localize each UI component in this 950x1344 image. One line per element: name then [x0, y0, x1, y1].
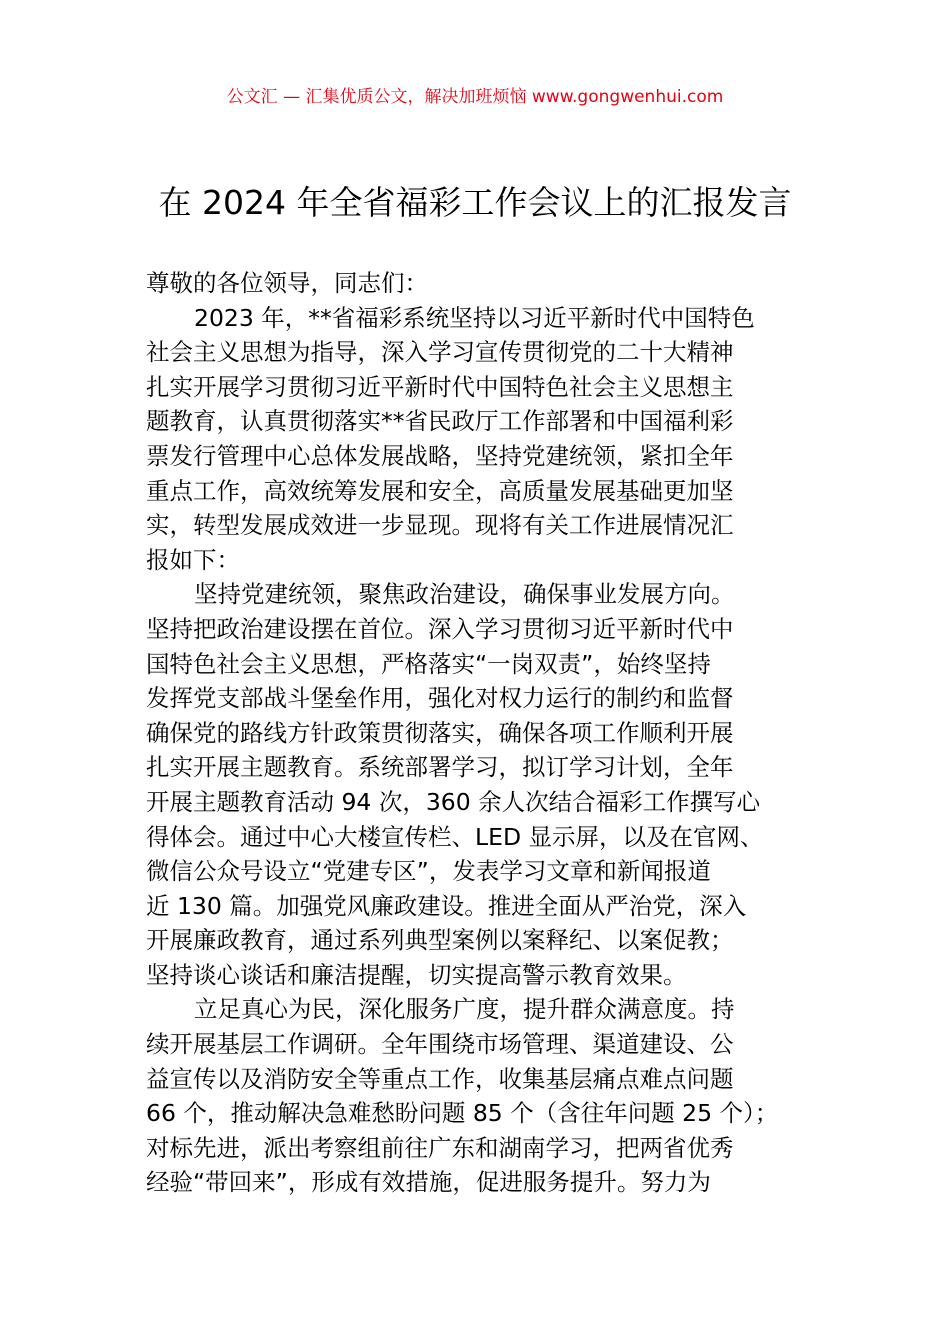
paragraph-line: 国特色社会主义思想，严格落实“一岗双责”，始终坚持 [146, 649, 711, 678]
paragraph-line: 社会主义思想为指导，深入学习宣传贯彻党的二十大精神 [146, 338, 734, 367]
paragraph-line: 发挥党支部战斗堡垒作用，强化对权力运行的制约和监督 [146, 684, 734, 713]
section-heading-line: 坚持党建统领，聚焦政治建设，确保事业发展方向。 [194, 580, 735, 609]
salutation-line: 尊敬的各位领导，同志们： [146, 269, 428, 297]
paragraph-line: 经验“带回来”，形成有效措施，促进服务提升。努力为 [146, 1168, 711, 1197]
paragraph-line: 益宣传以及消防安全等重点工作，收集基层痛点难点问题 [146, 1064, 734, 1093]
paragraph-line: 报如下： [146, 545, 240, 574]
paragraph-line: 开展主题教育活动 94 次，360 余人次结合福彩工作撰写心 [146, 787, 761, 816]
paragraph-line: 续开展基层工作调研。全年围绕市场管理、渠道建设、公 [146, 1030, 734, 1059]
paragraph-line: 66 个，推动解决急难愁盼问题 85 个（含往年问题 25 个）； [146, 1099, 779, 1128]
paragraph-line: 微信公众号设立“党建专区”，发表学习文章和新闻报道 [146, 857, 711, 886]
paragraph-line: 题教育，认真贯彻落实**省民政厅工作部署和中国福利彩 [146, 407, 734, 436]
paragraph-line: 坚持把政治建设摆在首位。深入学习贯彻习近平新时代中 [146, 614, 734, 643]
paragraph-line: 近 130 篇。加强党风廉政建设。推进全面从严治党，深入 [146, 891, 747, 920]
paragraph-line: 票发行管理中心总体发展战略，坚持党建统领，紧扣全年 [146, 441, 734, 470]
header-banner: 公文汇 — 汇集优质公文，解决加班烦恼 www.gongwenhui.com [226, 87, 724, 107]
document-title: 在 2024 年全省福彩工作会议上的汇报发言 [158, 183, 792, 222]
paragraph-line: 扎实开展学习贯彻习近平新时代中国特色社会主义思想主 [146, 372, 734, 401]
paragraph-line: 实，转型发展成效进一步显现。现将有关工作进展情况汇 [146, 511, 734, 540]
paragraph-line: 得体会。通过中心大楼宣传栏、LED 显示屏，以及在官网、 [146, 822, 764, 851]
paragraph-line: 坚持谈心谈话和廉洁提醒，切实提高警示教育效果。 [146, 960, 687, 989]
document-body [146, 266, 846, 1200]
paragraph-line: 2023 年，**省福彩系统坚持以习近平新时代中国特色 [194, 303, 755, 332]
paragraph-line: 对标先进，派出考察组前往广东和湖南学习，把两省优秀 [146, 1133, 734, 1162]
paragraph-line: 重点工作，高效统筹发展和安全，高质量发展基础更加坚 [146, 476, 734, 505]
paragraph-line: 确保党的路线方针政策贯彻落实，确保各项工作顺利开展 [146, 718, 734, 747]
section-heading-line: 立足真心为民，深化服务广度，提升群众满意度。持 [194, 995, 735, 1024]
paragraph-line: 开展廉政教育，通过系列典型案例以案释纪、以案促教； [146, 926, 734, 955]
paragraph-line: 扎实开展主题教育。系统部署学习，拟订学习计划，全年 [146, 753, 734, 782]
